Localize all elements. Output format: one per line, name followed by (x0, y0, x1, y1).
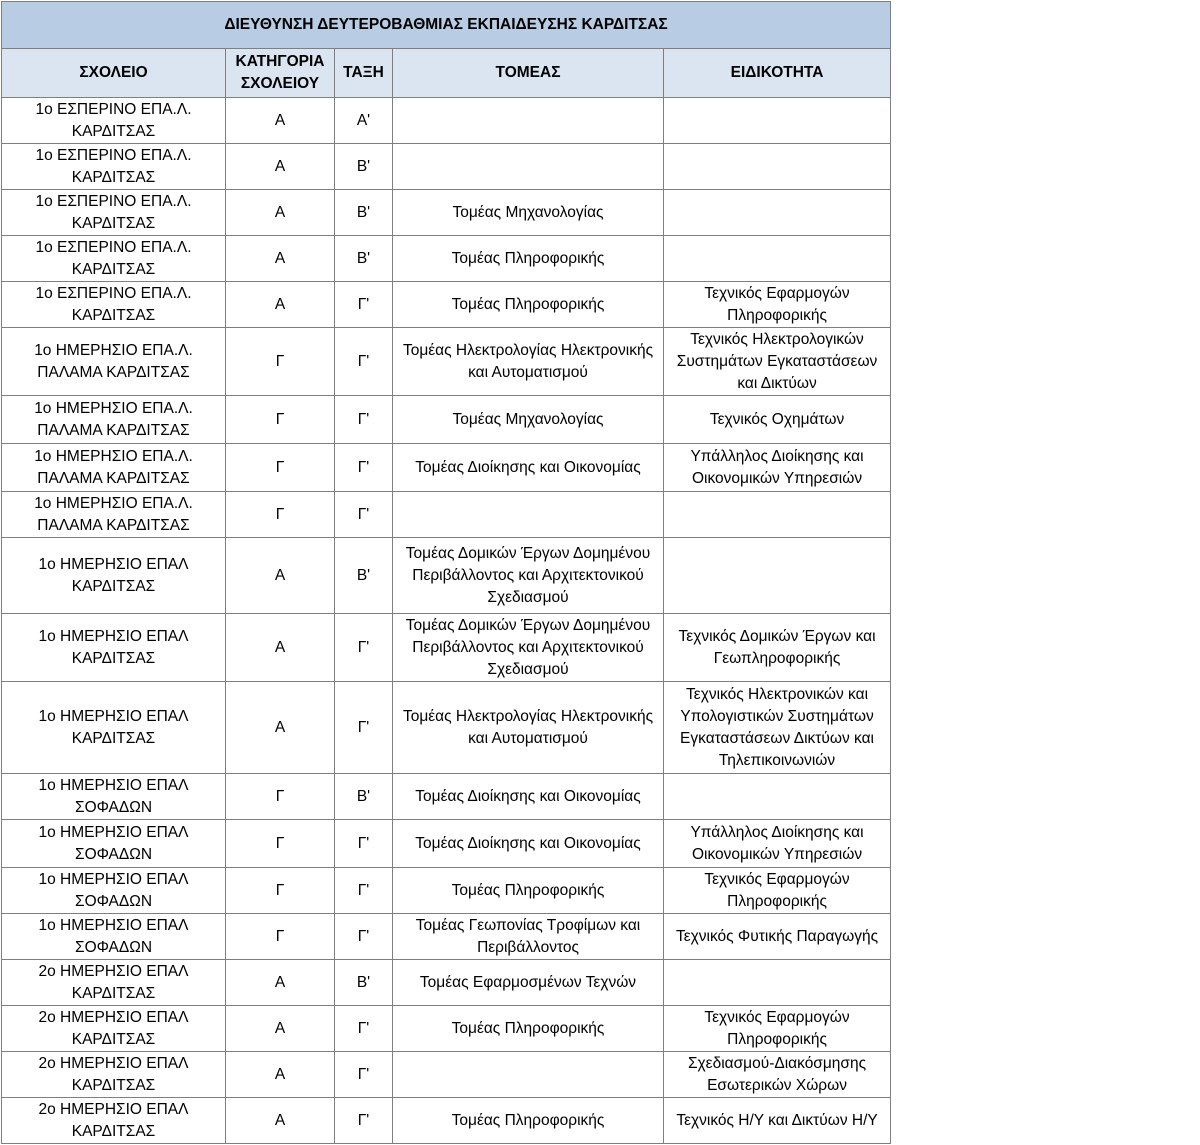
cell-category: Α (226, 682, 335, 774)
cell-sector: Τομέας Μηχανολογίας (393, 190, 664, 236)
cell-category: Γ (226, 774, 335, 820)
cell-class: Γ' (335, 820, 393, 868)
cell-category: Γ (226, 396, 335, 444)
cell-class: Γ' (335, 868, 393, 914)
cell-sector: Τομέας Ηλεκτρολογίας Ηλεκτρονικής και Αυτοματισμού (393, 328, 664, 396)
table-row (2, 868, 891, 914)
table-row (2, 682, 891, 774)
table-row (2, 820, 891, 868)
cell-category: Α (226, 236, 335, 282)
cell-specialty: Τεχνικός Η/Υ και Δικτύων Η/Υ (664, 1098, 891, 1144)
cell-class: Γ' (335, 1052, 393, 1098)
cell-school: 1ο ΗΜΕΡΗΣΙΟ ΕΠΑΛ ΣΟΦΑΔΩΝ (2, 774, 226, 820)
table-row (2, 98, 891, 144)
schools-table (1, 1, 891, 1144)
cell-specialty (664, 960, 891, 1006)
table-row (2, 444, 891, 492)
cell-class: Γ' (335, 1098, 393, 1144)
cell-specialty (664, 774, 891, 820)
cell-class: Β' (335, 236, 393, 282)
cell-specialty: Τεχνικός Εφαρμογών Πληροφορικής (664, 868, 891, 914)
cell-category: Γ (226, 444, 335, 492)
cell-class: Γ' (335, 682, 393, 774)
cell-class: Β' (335, 774, 393, 820)
cell-school: 2ο ΗΜΕΡΗΣΙΟ ΕΠΑΛ ΚΑΡΔΙΤΣΑΣ (2, 1098, 226, 1144)
table-row (2, 236, 891, 282)
cell-specialty: Τεχνικός Δομικών Έργων και Γεωπληροφορικής (664, 614, 891, 682)
cell-sector: Τομέας Πληροφορικής (393, 282, 664, 328)
cell-school: 2ο ΗΜΕΡΗΣΙΟ ΕΠΑΛ ΚΑΡΔΙΤΣΑΣ (2, 1006, 226, 1052)
cell-school: 2ο ΗΜΕΡΗΣΙΟ ΕΠΑΛ ΚΑΡΔΙΤΣΑΣ (2, 960, 226, 1006)
table-row (2, 396, 891, 444)
cell-category: Γ (226, 492, 335, 538)
cell-category: Γ (226, 868, 335, 914)
cell-specialty (664, 144, 891, 190)
cell-category: Α (226, 190, 335, 236)
table-row (2, 1006, 891, 1052)
cell-category: Α (226, 1006, 335, 1052)
cell-category: Α (226, 960, 335, 1006)
cell-category: Α (226, 1052, 335, 1098)
table-row (2, 1098, 891, 1144)
cell-category: Α (226, 538, 335, 614)
header-class: ΤΑΞΗ (335, 49, 393, 98)
cell-specialty: Τεχνικός Οχημάτων (664, 396, 891, 444)
table-row (2, 328, 891, 396)
table-row (2, 282, 891, 328)
cell-class: Β' (335, 190, 393, 236)
cell-school: 1ο ΗΜΕΡΗΣΙΟ ΕΠΑ.Λ. ΠΑΛΑΜΑ ΚΑΡΔΙΤΣΑΣ (2, 396, 226, 444)
table-row (2, 492, 891, 538)
cell-category: Γ (226, 914, 335, 960)
header-row (2, 49, 891, 98)
cell-category: Γ (226, 820, 335, 868)
cell-sector: Τομέας Πληροφορικής (393, 868, 664, 914)
cell-class: Γ' (335, 328, 393, 396)
cell-category: Α (226, 98, 335, 144)
cell-sector: Τομέας Πληροφορικής (393, 1098, 664, 1144)
cell-school: 1ο ΗΜΕΡΗΣΙΟ ΕΠΑΛ ΣΟΦΑΔΩΝ (2, 914, 226, 960)
cell-class: Β' (335, 144, 393, 190)
cell-specialty: Τεχνικός Εφαρμογών Πληροφορικής (664, 1006, 891, 1052)
cell-sector: Τομέας Μηχανολογίας (393, 396, 664, 444)
table-row (2, 614, 891, 682)
cell-specialty: Τεχνικός Φυτικής Παραγωγής (664, 914, 891, 960)
cell-specialty (664, 98, 891, 144)
cell-specialty: Τεχνικός Ηλεκτρονικών και Υπολογιστικών Συστημάτων Εγκαταστάσεων Δικτύων και Τηλεπικοινωνιών (664, 682, 891, 774)
cell-sector: Τομέας Δομικών Έργων Δομημένου Περιβάλλοντος και Αρχιτεκτονικού Σχεδιασμού (393, 538, 664, 614)
cell-category: Α (226, 144, 335, 190)
cell-sector: Τομέας Διοίκησης και Οικονομίας (393, 774, 664, 820)
cell-specialty (664, 236, 891, 282)
cell-specialty: Σχεδιασμού-Διακόσμησης Εσωτερικών Χώρων (664, 1052, 891, 1098)
header-category: ΚΑΤΗΓΟΡΙΑ ΣΧΟΛΕΙΟΥ (226, 49, 335, 98)
cell-category: Α (226, 1098, 335, 1144)
cell-category: Α (226, 614, 335, 682)
cell-school: 1ο ΕΣΠΕΡΙΝΟ ΕΠΑ.Λ. ΚΑΡΔΙΤΣΑΣ (2, 282, 226, 328)
cell-school: 1ο ΗΜΕΡΗΣΙΟ ΕΠΑ.Λ. ΠΑΛΑΜΑ ΚΑΡΔΙΤΣΑΣ (2, 328, 226, 396)
cell-school: 1ο ΗΜΕΡΗΣΙΟ ΕΠΑ.Λ. ΠΑΛΑΜΑ ΚΑΡΔΙΤΣΑΣ (2, 492, 226, 538)
cell-school: 1ο ΗΜΕΡΗΣΙΟ ΕΠΑΛ ΚΑΡΔΙΤΣΑΣ (2, 538, 226, 614)
cell-school: 1ο ΕΣΠΕΡΙΝΟ ΕΠΑ.Λ. ΚΑΡΔΙΤΣΑΣ (2, 236, 226, 282)
table-row (2, 1052, 891, 1098)
cell-school: 2ο ΗΜΕΡΗΣΙΟ ΕΠΑΛ ΚΑΡΔΙΤΣΑΣ (2, 1052, 226, 1098)
cell-category: Γ (226, 328, 335, 396)
cell-school: 1ο ΗΜΕΡΗΣΙΟ ΕΠΑΛ ΣΟΦΑΔΩΝ (2, 820, 226, 868)
cell-class: Γ' (335, 444, 393, 492)
table-row (2, 960, 891, 1006)
cell-sector: Τομέας Ηλεκτρολογίας Ηλεκτρονικής και Αυτοματισμού (393, 682, 664, 774)
table-row (2, 914, 891, 960)
cell-class: Γ' (335, 282, 393, 328)
header-specialty: ΕΙΔΙΚΟΤΗΤΑ (664, 49, 891, 98)
cell-specialty: Τεχνικός Εφαρμογών Πληροφορικής (664, 282, 891, 328)
header-school: ΣΧΟΛΕΙΟ (2, 49, 226, 98)
cell-sector: Τομέας Πληροφορικής (393, 1006, 664, 1052)
cell-specialty (664, 492, 891, 538)
cell-school: 1ο ΗΜΕΡΗΣΙΟ ΕΠΑΛ ΚΑΡΔΙΤΣΑΣ (2, 614, 226, 682)
cell-sector: Τομέας Διοίκησης και Οικονομίας (393, 444, 664, 492)
cell-class: Γ' (335, 396, 393, 444)
cell-sector: Τομέας Δομικών Έργων Δομημένου Περιβάλλοντος και Αρχιτεκτονικού Σχεδιασμού (393, 614, 664, 682)
cell-school: 1ο ΗΜΕΡΗΣΙΟ ΕΠΑΛ ΚΑΡΔΙΤΣΑΣ (2, 682, 226, 774)
cell-school: 1ο ΗΜΕΡΗΣΙΟ ΕΠΑ.Λ. ΠΑΛΑΜΑ ΚΑΡΔΙΤΣΑΣ (2, 444, 226, 492)
header-sector: ΤΟΜΕΑΣ (393, 49, 664, 98)
cell-class: Γ' (335, 492, 393, 538)
cell-class: Γ' (335, 1006, 393, 1052)
cell-school: 1ο ΗΜΕΡΗΣΙΟ ΕΠΑΛ ΣΟΦΑΔΩΝ (2, 868, 226, 914)
cell-sector: Τομέας Πληροφορικής (393, 236, 664, 282)
cell-sector: Τομέας Διοίκησης και Οικονομίας (393, 820, 664, 868)
cell-class: Γ' (335, 914, 393, 960)
cell-class: Γ' (335, 614, 393, 682)
table-title: ΔΙΕΥΘΥΝΣΗ ΔΕΥΤΕΡΟΒΑΘΜΙΑΣ ΕΚΠΑΙΔΕΥΣΗΣ ΚΑΡΔΙΤΣΑΣ (2, 2, 891, 49)
table-row (2, 190, 891, 236)
cell-school: 1ο ΕΣΠΕΡΙΝΟ ΕΠΑ.Λ. ΚΑΡΔΙΤΣΑΣ (2, 98, 226, 144)
cell-category: Α (226, 282, 335, 328)
cell-class: Β' (335, 960, 393, 1006)
table-row (2, 774, 891, 820)
cell-sector: Τομέας Εφαρμοσμένων Τεχνών (393, 960, 664, 1006)
title-row (2, 2, 891, 49)
cell-class: Β' (335, 538, 393, 614)
cell-specialty: Τεχνικός Ηλεκτρολογικών Συστημάτων Εγκαταστάσεων και Δικτύων (664, 328, 891, 396)
cell-class: Α' (335, 98, 393, 144)
cell-school: 1ο ΕΣΠΕΡΙΝΟ ΕΠΑ.Λ. ΚΑΡΔΙΤΣΑΣ (2, 190, 226, 236)
cell-sector: Τομέας Γεωπονίας Τροφίμων και Περιβάλλοντος (393, 914, 664, 960)
cell-sector (393, 98, 664, 144)
table-row (2, 538, 891, 614)
cell-specialty (664, 190, 891, 236)
table-row (2, 144, 891, 190)
cell-specialty (664, 538, 891, 614)
cell-sector (393, 144, 664, 190)
cell-sector (393, 492, 664, 538)
cell-specialty: Υπάλληλος Διοίκησης και Οικονομικών Υπηρεσιών (664, 820, 891, 868)
cell-specialty: Υπάλληλος Διοίκησης και Οικονομικών Υπηρεσιών (664, 444, 891, 492)
cell-school: 1ο ΕΣΠΕΡΙΝΟ ΕΠΑ.Λ. ΚΑΡΔΙΤΣΑΣ (2, 144, 226, 190)
cell-sector (393, 1052, 664, 1098)
